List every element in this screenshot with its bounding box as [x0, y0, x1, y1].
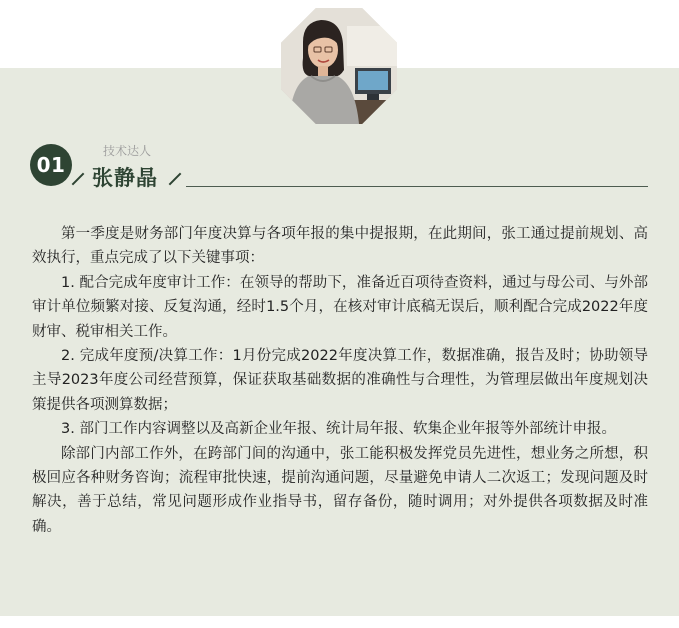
slash-decoration-right [169, 173, 182, 186]
paragraph-intro: 第一季度是财务部门年度决算与各项年报的集中提报期，在此期间，张工通过提前规划、高效执行，重点完成了以下关键事项： [32, 226, 648, 267]
bottom-strip [0, 616, 679, 628]
paragraph-summary: 除部门内部工作外，在跨部门间的沟通中，张工能积极发挥党员先进性，想业务之所想，积极回应各种财务咨询；流程审批快速，提前沟通问题，尽量避免申请人二次返工；发现问题及时解决，善于总结，常见问题形成作业指导书，留存备份，随时调用；对外提供各项数据及时准确。 [32, 445, 648, 535]
slash-decoration-left [72, 173, 85, 186]
header-underline [186, 186, 648, 187]
paragraph-item-2: 2. 完成年度预/决算工作：1月份完成2022年度决算工作，数据准确，报告及时；协助领导主导2023年度公司经营预算，保证获取基础数据的准确性与合理性，为管理层做出年度规划决策提供各项测算数据； [32, 348, 648, 413]
section-subtitle: 技术达人 [103, 144, 152, 158]
article-body [32, 222, 648, 539]
paragraph-item-1: 1. 配合完成年度审计工作：在领导的帮助下，准备近百项待查资料，通过与母公司、与外部审计单位频繁对接、反复沟通，经时1.5个月，在核对审计底稿无误后，顺利配合完成2022年度财审、税审相关工作。 [32, 274, 648, 340]
person-name: 张静晶 [92, 166, 158, 190]
section-number-badge: 01 [30, 144, 72, 186]
paragraph-item-3: 3. 部门工作内容调整以及高新企业年报、统计局年报、软集企业年报等外部统计申报。 [61, 421, 616, 438]
section-header [30, 140, 650, 196]
